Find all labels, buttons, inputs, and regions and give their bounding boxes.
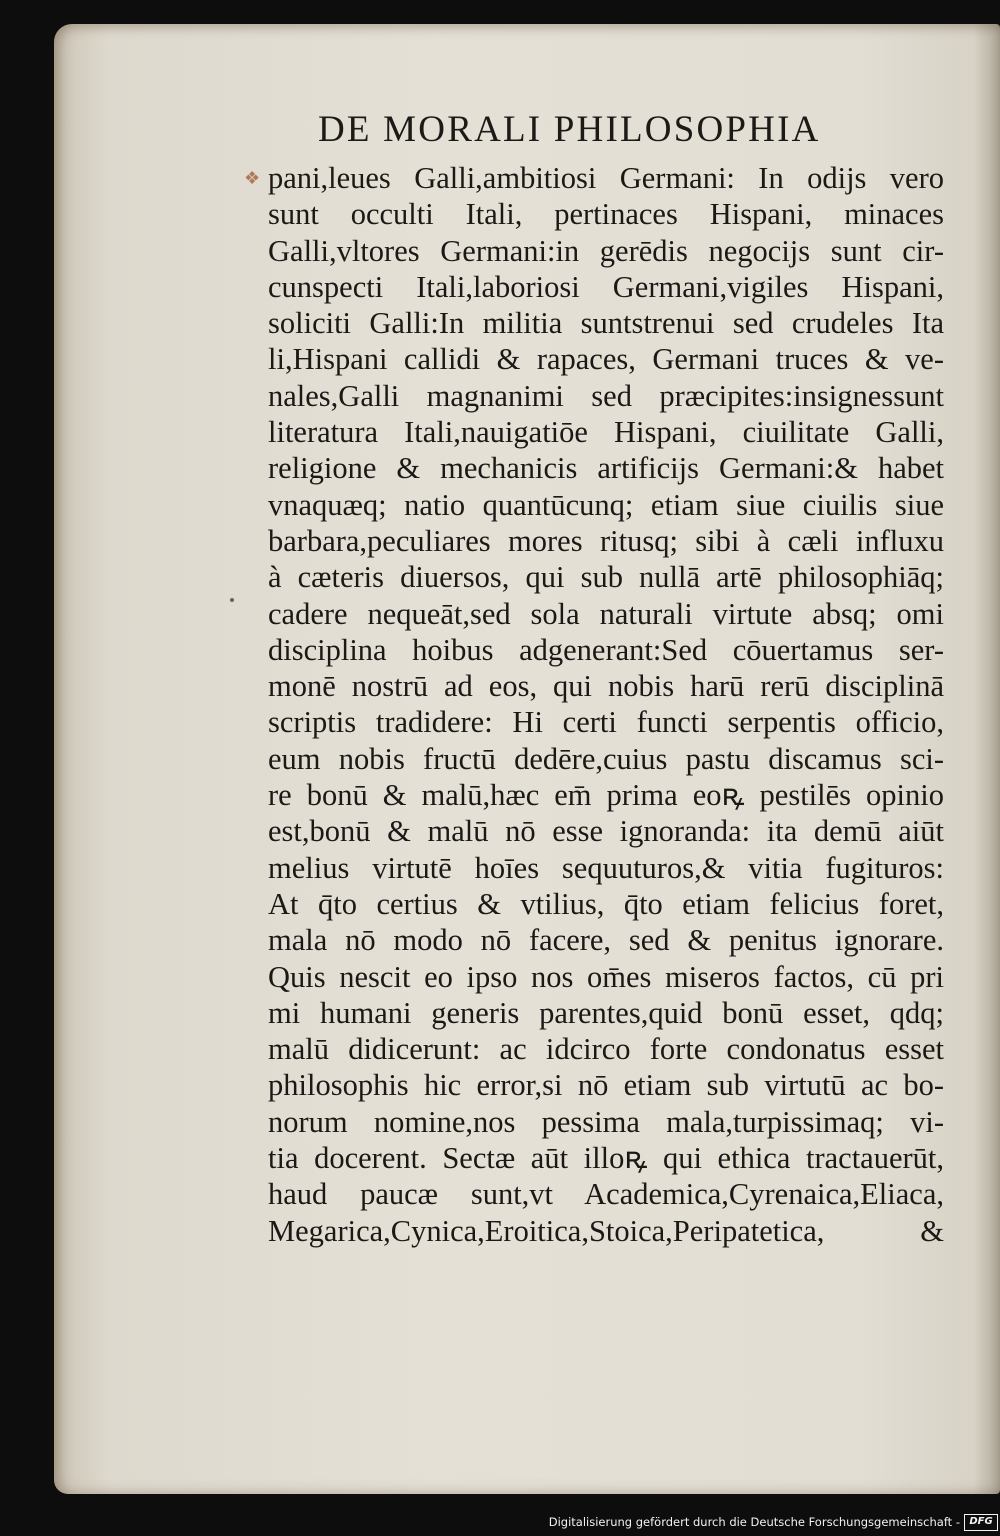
text-line: haud paucæ sunt,vt Academica,Cyrenaica,Eliaca, <box>268 1177 944 1212</box>
margin-pointer-icon: ❖ <box>244 168 261 189</box>
text-line: pani,leues Galli,ambitiosi Germani: In odijs vero <box>268 161 944 195</box>
ink-speck <box>230 598 234 602</box>
text-line: At q̄to certius & vtilius, q̄to etiam felicius foret, <box>268 886 944 921</box>
digitization-credit: Digitalisierung gefördert durch die Deutsche Forschungsgemeinschaft - <box>548 1515 960 1529</box>
dfg-logo-icon: DFG <box>964 1514 998 1531</box>
text-line: norum nomine,nos pessima mala,turpissimaq; vi- <box>268 1104 944 1139</box>
text-line: mi humani generis parentes,quid bonū esset, qdq; <box>268 995 944 1030</box>
text-line: est,bonū & malū nō esse ignoranda: ita demū aiūt <box>268 814 944 849</box>
text-line: literatura Itali,nauigatiōe Hispani, ciuilitate Galli, <box>268 415 944 450</box>
text-line: melius virtutē hoīes sequuturos,& vitia fugituros: <box>268 850 944 885</box>
text-line: tia docerent. Sectæ aūt illoꝶ qui ethica tractauerūt, <box>268 1141 944 1176</box>
text-line: à cæteris diuersos, qui sub nullā artē philosophiāq; <box>268 560 944 595</box>
text-line: philosophis hic error,si nō etiam sub virtutū ac bo- <box>268 1068 944 1103</box>
text-line: nales,Galli magnanimi sed præcipites:insignessunt <box>268 378 944 413</box>
text-line: re bonū & malū,hæc em̄ prima eoꝶ pestilēs opinio <box>268 778 944 813</box>
text-line: soliciti Galli:In militia suntstrenui sed crudeles Ita <box>268 306 944 341</box>
text-line: li,Hispani callidi & rapaces, Germani truces & ve- <box>268 342 944 377</box>
text-line: mala nō modo nō facere, sed & penitus ignorare. <box>268 923 944 958</box>
text-line: sunt occulti Itali, pertinaces Hispani, minaces <box>268 197 944 232</box>
running-head: DE MORALI PHILOSOPHIA <box>318 109 821 150</box>
text-line: cunspecti Itali,laboriosi Germani,vigiles Hispani, <box>268 269 944 304</box>
text-line: malū didicerunt: ac idcirco forte condonatus esset <box>268 1032 944 1067</box>
body-text <box>268 160 944 1249</box>
text-line: cadere nequeāt,sed sola naturali virtute absq; omi <box>268 596 944 631</box>
text-line: religione & mechanicis artificijs Germani:& habet <box>268 451 944 486</box>
text-line: vnaquæq; natio quantūcunq; etiam siue ciuilis siue <box>268 487 944 522</box>
text-line: Quis nescit eo ipso nos om̄es miseros factos, cū pri <box>268 959 944 994</box>
text-line: disciplina hoibus adgenerant:Sed cōuertamus ser- <box>268 632 944 667</box>
text-line: Megarica,Cynica,Eroitica,Stoica,Peripatetica, & <box>268 1213 944 1248</box>
text-line: barbara,peculiares mores ritusq; sibi à cæli influxu <box>268 523 944 558</box>
text-line: eum nobis fructū dedēre,cuius pastu discamus sci- <box>268 741 944 776</box>
page-gutter-shadow <box>974 24 1000 1494</box>
text-line: Galli,vltores Germani:in gerēdis negocijs sunt cir- <box>268 233 944 268</box>
text-line: monē nostrū ad eos, qui nobis harū rerū disciplinā <box>268 669 944 704</box>
text-line: scriptis tradidere: Hi certi functi serpentis officio, <box>268 705 944 740</box>
